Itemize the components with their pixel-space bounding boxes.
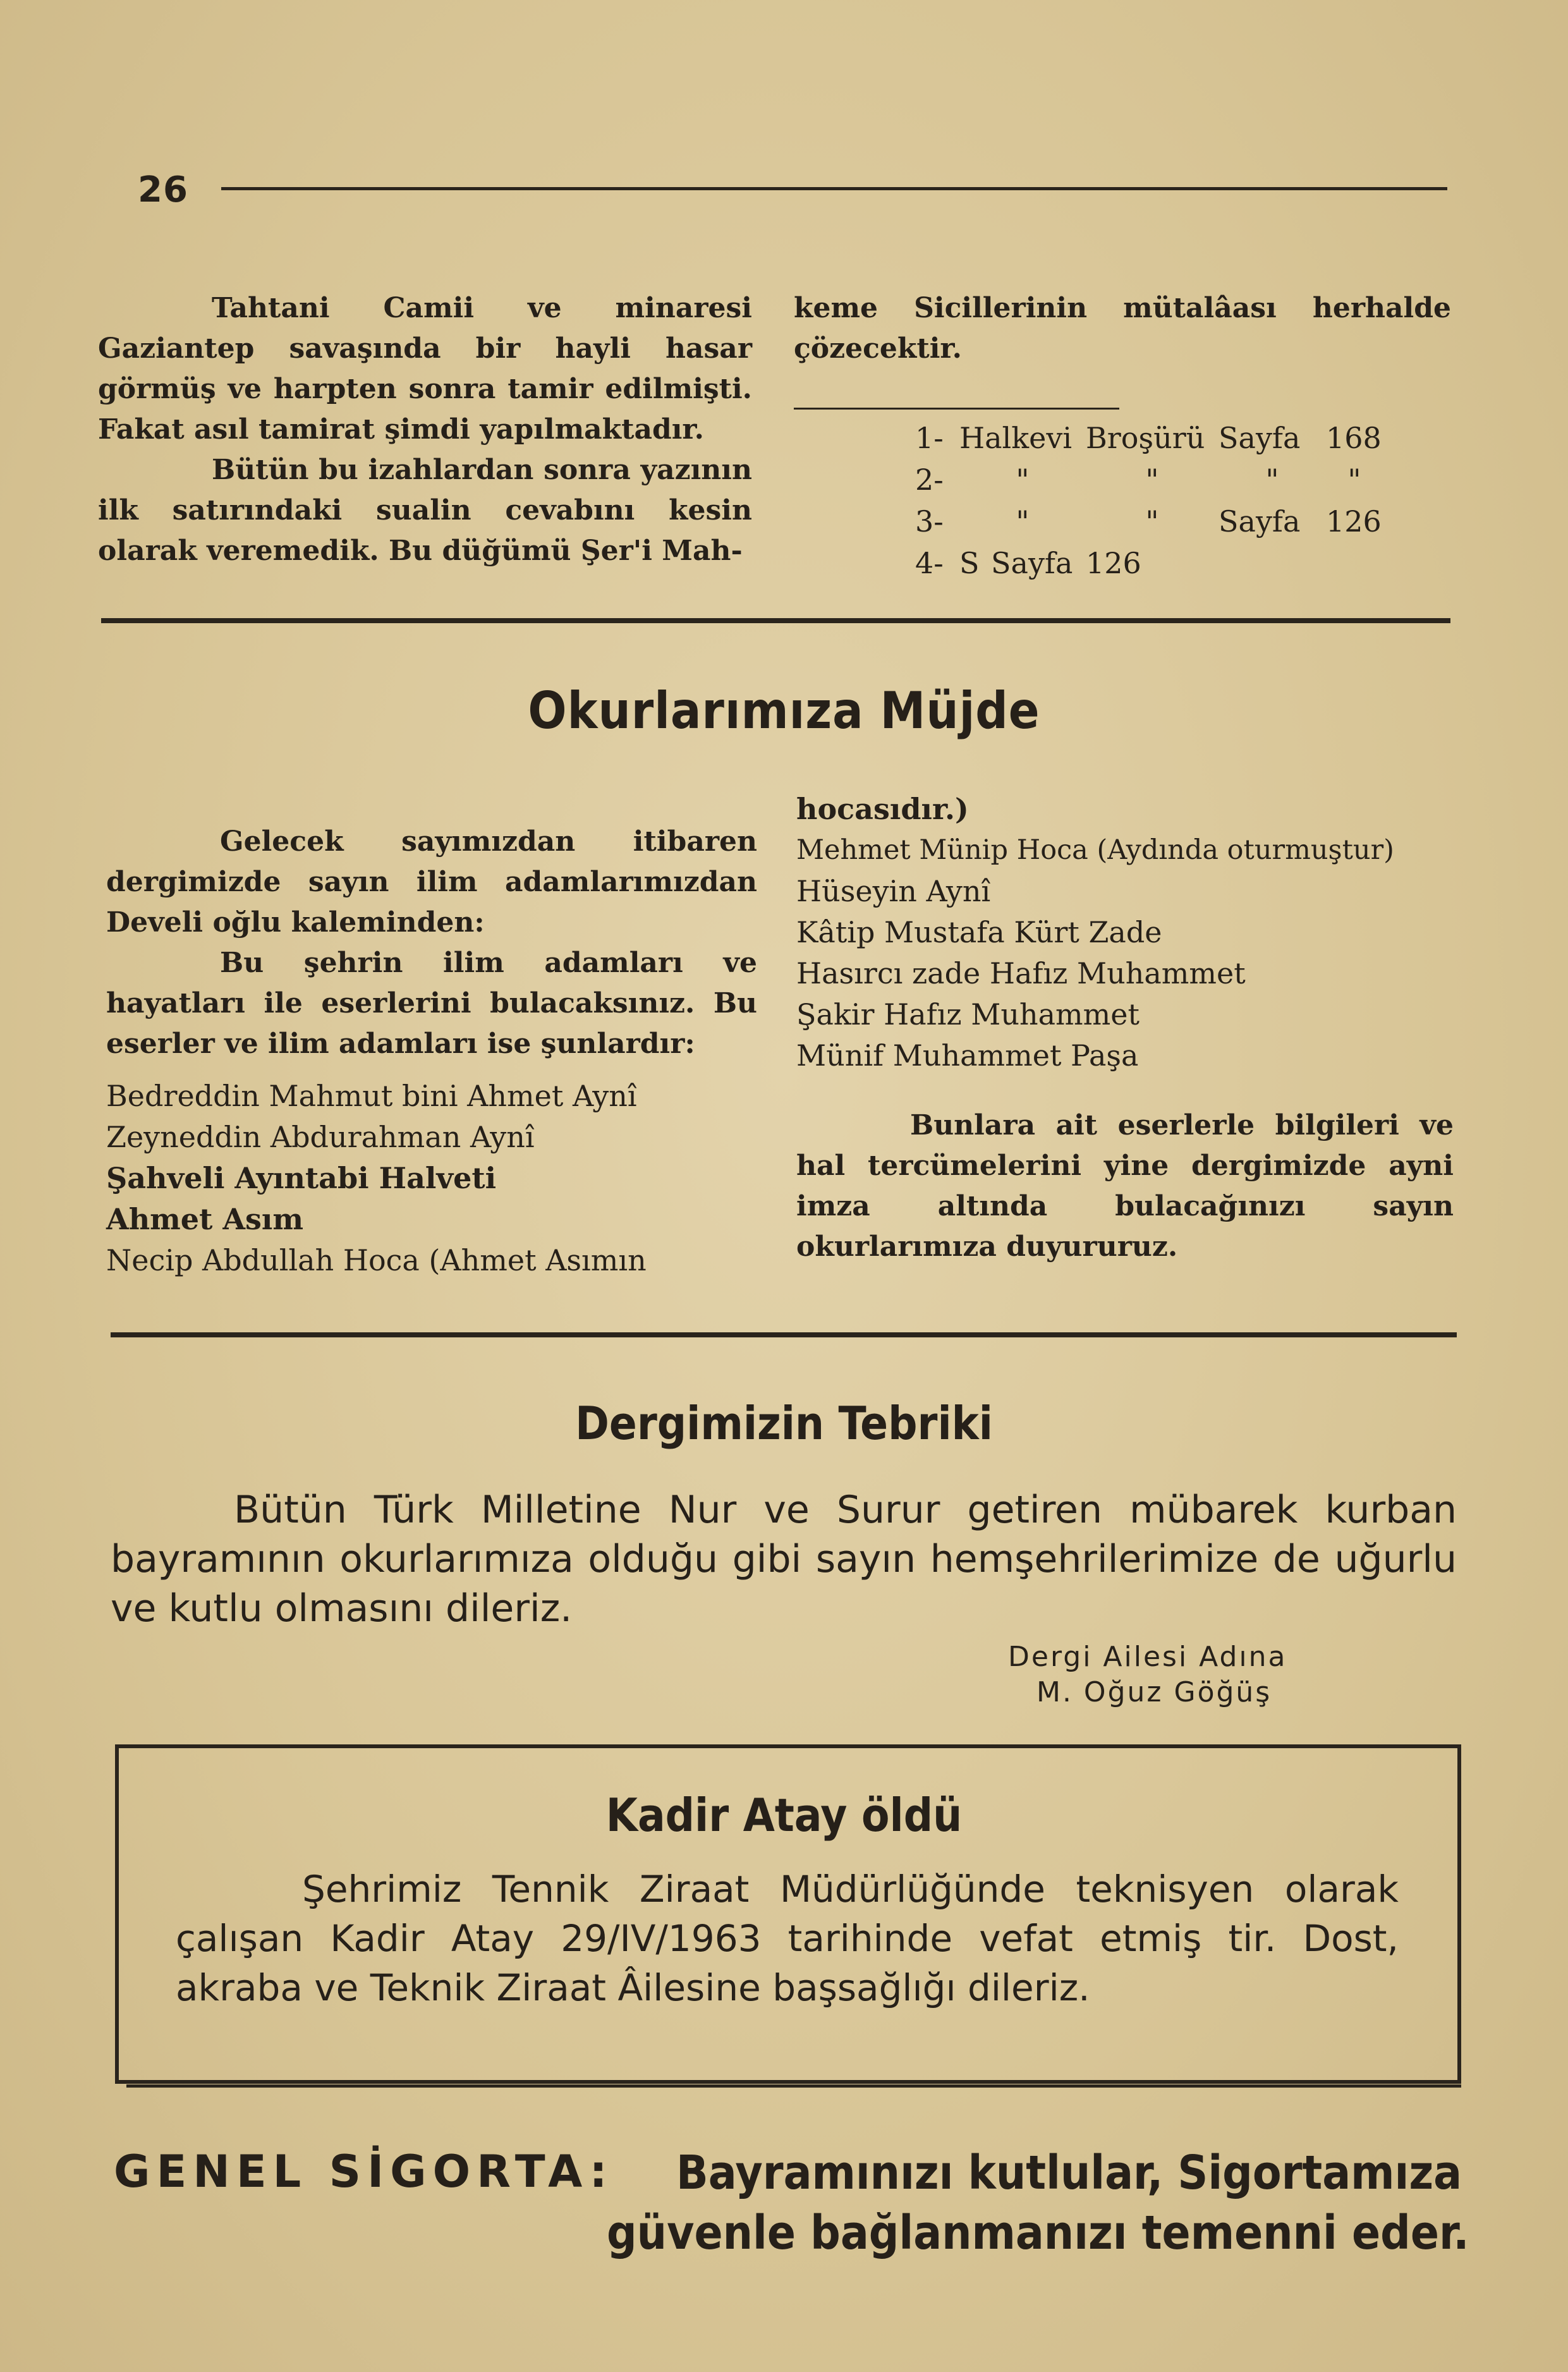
congrats-signature-1: Dergi Ailesi Adına xyxy=(1008,1641,1287,1673)
advert-text-1: Bayramınızı kutlular, Sigortamıza xyxy=(676,2146,1462,2200)
footnote-text: Sayfa xyxy=(1219,421,1301,455)
article-paragraph-1: Tahtani Camii ve minaresi Gaziantep savaşında bir hayli hasar görmüş ve harpten sonra tamir edilmişti. Fakat asıl tamirat şimdi yapılmaktadır. xyxy=(98,292,752,446)
footnote-text: " xyxy=(1016,504,1030,538)
scholar-list-item: Mehmet Münip Hoca (Aydında oturmuştur) xyxy=(796,834,1394,866)
announcement-intro-2: Bu şehrin ilim adamları ve hayatları ile eserlerini bulacaksınız. Bu eserler ve ilim adamları ise şunlardır: xyxy=(106,947,757,1060)
announcement-closing: Bunlara ait eserlerle bilgileri ve hal tercümelerini yine dergimizde ayni imza altında bulacağınızı sayın okurlarımıza duyururuz. xyxy=(796,1109,1454,1263)
footnote-text: " xyxy=(1145,463,1159,497)
announcement-left-column xyxy=(106,822,757,1281)
section-divider-1 xyxy=(101,618,1450,623)
footnote-rule xyxy=(794,408,1119,410)
announcement-intro-1: Gelecek sayımızdan itibaren dergimizde sayın ilim adamlarımızdan Develi oğlu kaleminden: xyxy=(106,825,757,939)
footnote-text: S xyxy=(959,546,980,580)
obituary-text: Şehrimiz Tennik Ziraat Müdürlüğünde teknisyen olarak çalışan Kadir Atay 29/IV/1963 tarihinde vefat etmiş tir. Dost, akraba ve Teknik Ziraat Âilesine başsağlığı dileriz. xyxy=(176,1868,1399,2009)
header-rule xyxy=(221,187,1447,190)
footnote-4 xyxy=(915,542,1408,584)
footnote-3 xyxy=(915,501,1408,542)
advert-text-2: güvenle bağlanmanızı temenni eder. xyxy=(607,2206,1469,2260)
scholar-list-item: Hasırcı zade Hafız Muhammet xyxy=(796,956,1246,990)
congrats-text: Bütün Türk Milletine Nur ve Surur getiren mübarek kurban bayramının okurlarımıza olduğu gibi sayın hemşehrilerimize de uğurlu ve kutlu olmasını dileriz. xyxy=(111,1488,1457,1631)
footnote-number: 1- xyxy=(915,421,944,455)
footnotes xyxy=(915,417,1408,584)
footnote-text: " xyxy=(1145,504,1159,538)
scholar-list-item: Zeyneddin Abdurahman Aynî xyxy=(106,1120,535,1154)
footnote-text: 126 xyxy=(1326,504,1382,538)
obituary-box-shadow xyxy=(126,2084,1461,2088)
article-right-paragraph: keme Sicillerinin mütalâası herhalde çözecektir. xyxy=(794,292,1451,365)
footnote-2 xyxy=(915,459,1408,501)
congrats-body xyxy=(111,1485,1457,1633)
footnote-text: " xyxy=(1265,463,1279,497)
footnote-text: 126 xyxy=(1086,546,1141,580)
scholar-list-item: Hüseyin Aynî xyxy=(796,874,991,908)
scholar-list-item: Kâtip Mustafa Kürt Zade xyxy=(796,915,1162,949)
page-number: 26 xyxy=(138,169,188,210)
scholar-list-item: Necip Abdullah Hoca (Ahmet Asımın xyxy=(106,1243,647,1277)
scholar-list-item: hocasıdır.) xyxy=(796,792,969,826)
scholar-list-item: Münif Muhammet Paşa xyxy=(796,1038,1139,1073)
scholar-list-item: Şahveli Ayıntabi Halveti xyxy=(106,1161,497,1195)
scholar-list-item: Bedreddin Mahmut bini Ahmet Aynî xyxy=(106,1079,637,1113)
footnote-1 xyxy=(915,417,1408,459)
scholar-list-item: Ahmet Asım xyxy=(106,1202,304,1236)
footnote-number: 2- xyxy=(915,463,944,497)
footnote-text: Halkevi xyxy=(959,421,1073,455)
advert-brand: GENEL SİGORTA: xyxy=(114,2146,614,2198)
footnote-text: 168 xyxy=(1326,421,1382,455)
footnote-number: 3- xyxy=(915,504,944,538)
footnote-text: Broşürü xyxy=(1086,421,1205,455)
footnote-text: " xyxy=(1347,463,1361,497)
obituary-body xyxy=(176,1864,1399,2012)
announcement-right-column xyxy=(796,789,1454,1267)
obituary-title: Kadir Atay öldü xyxy=(605,1789,963,1842)
article-left-column xyxy=(98,288,752,571)
footnote-text: " xyxy=(1016,463,1030,497)
footnote-text: Sayfa xyxy=(1219,504,1301,538)
congrats-signature-2: M. Oğuz Göğüş xyxy=(1036,1676,1272,1708)
article-paragraph-2: Bütün bu izahlardan sonra yazının ilk satırındaki sualin cevabını kesin olarak veremedik. Bu düğümü Şer'i Mah- xyxy=(98,454,752,567)
section-divider-2 xyxy=(111,1332,1457,1337)
announcement-title: Okurlarımıza Müjde xyxy=(528,681,1040,740)
footnote-text: Sayfa xyxy=(991,546,1073,580)
article-right-column xyxy=(794,288,1451,369)
scholar-list-item: Şakir Hafız Muhammet xyxy=(796,997,1140,1031)
congrats-title: Dergimizin Tebriki xyxy=(575,1397,993,1450)
footnote-number: 4- xyxy=(915,546,944,580)
